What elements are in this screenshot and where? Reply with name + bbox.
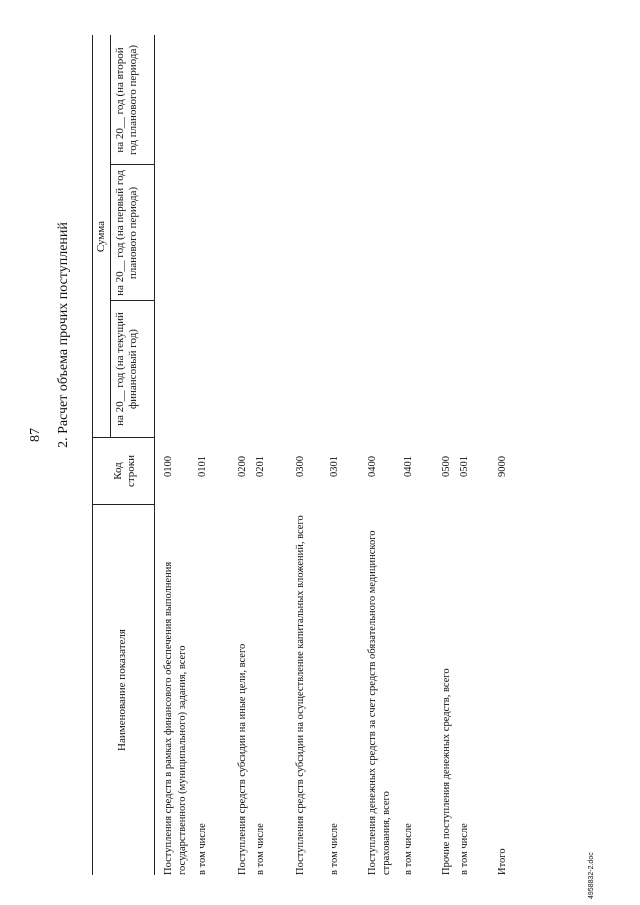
header-sum: Сумма [95,220,107,253]
row-0500-name: Прочие поступления денежных средств, всего [441,668,452,875]
row-0100-code: 0100 [163,456,174,477]
row-0400-name: Поступления денежных средств за счет средств обязательного медицинского страхования, всего [367,530,392,875]
header-year3: на 20__ год (на второй год планового периода) [114,45,139,155]
row-0200-code: 0200 [237,456,248,477]
header-name: Наименование показателя [116,629,128,751]
row-0300-code: 0300 [295,456,306,477]
row-0301-code: 0301 [329,456,340,477]
row-0101-name: в том числе [197,823,208,875]
row-0500-code: 0500 [441,456,452,477]
table-top-border [92,35,93,875]
row-0501-name: в том числе [459,823,470,875]
row-0501-code: 0501 [459,456,470,477]
page-number: 87 [28,428,43,442]
row-0300-name: Поступления средств субсидии на осуществление капитальных вложений, всего [295,515,306,875]
header-code: Код строки [112,454,137,488]
row-0301-name: в том числе [329,823,340,875]
row-0101-code: 0101 [197,456,208,477]
sum-header-divider [110,35,111,438]
row-9000-code: 9000 [497,456,508,477]
row-9000-name: Итого [497,848,508,875]
header-year2: на 20__ год (на первый год планового периода) [114,170,139,296]
row-0401-code: 0401 [403,456,414,477]
table-title: 2. Расчет объема прочих поступлений [56,222,71,448]
row-0401-name: в том числе [403,823,414,875]
row-0201-code: 0201 [255,456,266,477]
row-0201-name: в том числе [255,823,266,875]
year1-year2-divider [110,300,155,301]
row-0400-code: 0400 [367,456,378,477]
header-year1: на 20__ год (на текущий финансовый год) [114,312,139,426]
row-0200-name: Поступления средств субсидии на иные цели, всего [237,643,248,875]
year2-year3-divider [110,164,155,165]
document-id: 4958832-2.doc [588,852,595,899]
header-bottom-border [154,35,155,875]
row-0100-name: Поступления средств в рамках финансового обеспечения выполнения государственного (муниципального) задания, всего [163,561,188,875]
